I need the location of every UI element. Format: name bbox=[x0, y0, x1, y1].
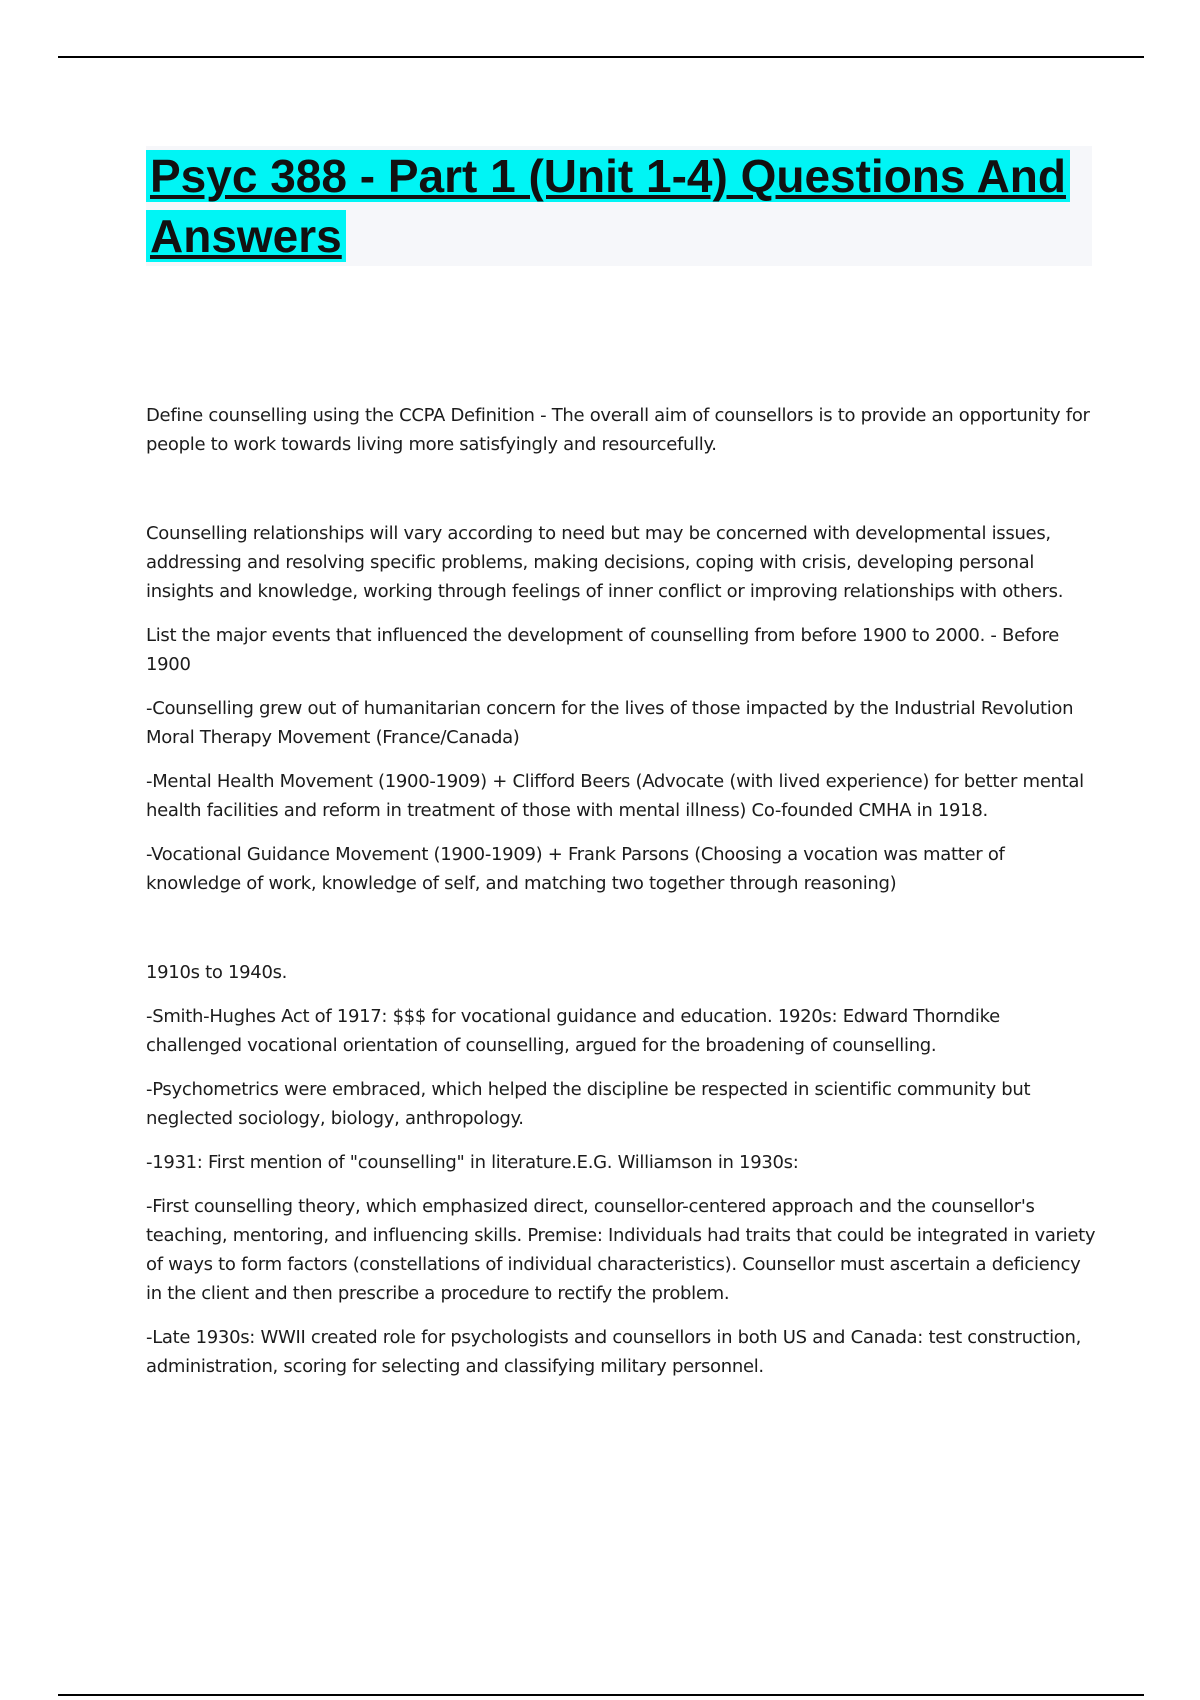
paragraph-major-events-question: List the major events that influenced the development of counselling from before 1900 to 2000. - Before 1900 bbox=[146, 625, 1060, 675]
top-rule bbox=[58, 56, 1144, 58]
paragraph-humanitarian-concern: -Counselling grew out of humanitarian concern for the lives of those impacted by the Industrial Revolution Moral Therapy Movement (France/Canada) bbox=[146, 698, 1074, 748]
paragraph-1910s-1940s: 1910s to 1940s. bbox=[146, 962, 288, 983]
paragraph-counselling-relationships: Counselling relationships will vary according to need but may be concerned with developmental issues, addressing and resolving specific problems, making decisions, coping with crisis, developing personal insights and knowledge, working through feelings of inner conflict or improving relationships with others. bbox=[146, 523, 1064, 602]
paragraph-late-1930s-wwii: -Late 1930s: WWII created role for psychologists and counsellors in both US and Canada: test construction, administration, scoring for selecting and classifying military personnel. bbox=[146, 1327, 1082, 1377]
paragraph-1931-first-mention: -1931: First mention of "counselling" in literature.E.G. Williamson in 1930s: bbox=[146, 1152, 799, 1173]
paragraph-psychometrics: -Psychometrics were embraced, which helped the discipline be respected in scientific community but neglected sociology, biology, anthropology. bbox=[146, 1079, 1031, 1129]
paragraph-mental-health-movement: -Mental Health Movement (1900-1909) + Clifford Beers (Advocate (with lived experience) for better mental health facilities and reform in treatment of those with mental illness) Co-founded CMHA in 1918. bbox=[146, 771, 1084, 821]
paragraph-smith-hughes-act: -Smith-Hughes Act of 1917: $$$ for vocational guidance and education. 1920s: Edward Thorndike challenged vocational orientation of counselling, argued for the broadening of counselling. bbox=[146, 1006, 1000, 1056]
document-title bbox=[146, 146, 1086, 266]
paragraph-first-counselling-theory: -First counselling theory, which emphasized direct, counsellor-centered approach and the counsellor's teaching, mentoring, and influencing skills. Premise: Individuals had traits that could be integrated in variety of ways to form factors (constellations of individual characteristics). Counsellor must ascertain a deficiency in the client and then prescribe a procedure to rectify the problem. bbox=[146, 1196, 1096, 1304]
paragraph-vocational-guidance: -Vocational Guidance Movement (1900-1909) + Frank Parsons (Choosing a vocation was matter of knowledge of work, knowledge of self, and matching two together through reasoning) bbox=[146, 844, 1005, 894]
title-highlight: Psyc 388 - Part 1 (Unit 1-4) Questions And Answers bbox=[146, 150, 1070, 262]
paragraph-ccpa-definition: Define counselling using the CCPA Definition - The overall aim of counsellors is to provide an opportunity for people to work towards living more satisfyingly and resourcefully. bbox=[146, 405, 1090, 455]
bottom-rule bbox=[58, 1694, 1144, 1696]
document-body bbox=[146, 401, 1096, 1381]
